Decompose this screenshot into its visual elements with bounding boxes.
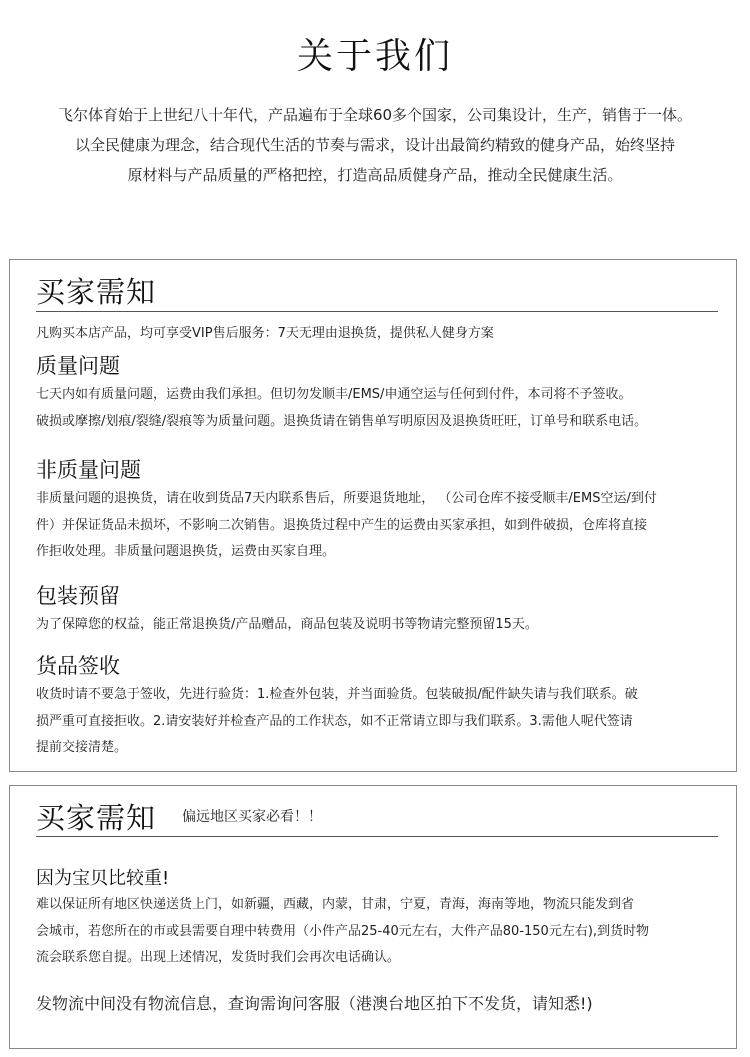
remote-notice-title: 买家需知 [36, 801, 157, 835]
section-line: 收货时请不要急于签收，先进行验货：1.检查外包装，并当面验货。包装破损/配件缺失请与我们联系。破 [36, 687, 638, 702]
remote-notice-body [36, 892, 649, 972]
remote-notice-box [9, 785, 737, 1049]
about-line: 原材料与产品质量的严格把控，打造高品质健身产品，推动全民健康生活。 [127, 166, 623, 184]
section-body [36, 382, 726, 435]
section-body [36, 612, 726, 639]
remote-notice-header [36, 796, 156, 837]
divider [36, 836, 718, 837]
divider [36, 311, 718, 312]
remote-notice-line: 难以保证所有地区快递送货上门，如新疆，西藏，内蒙，甘肃，宁夏，青海，海南等地，物流只能发到省 [36, 897, 635, 912]
heavy-item-title: 因为宝贝比较重! [36, 868, 170, 889]
section-title: 非质量问题 [36, 458, 141, 482]
section-body [36, 682, 726, 762]
section-non-quality-issue [36, 456, 726, 566]
about-line: 以全民健康为理念，结合现代生活的节奏与需求，设计出最简约精致的健身产品，始终坚持 [74, 136, 675, 154]
section-line: 损严重可直接拒收。2.请安装好并检查产品的工作状态，如不正常请立即与我们联系。3.需他人呢代签请 [36, 713, 633, 729]
section-line: 作拒收处理。非质量问题退换货，运费由买家自理。 [36, 544, 336, 559]
section-body [36, 486, 726, 566]
section-line: 七天内如有质量问题，运费由我们承担。但切勿发顺丰/EMS/申通空运与任何到付件，本司将不予签收。 [36, 387, 632, 402]
about-line: 飞尔体育始于上世纪八十年代，产品遍布于全球60多个国家，公司集设计，生产，销售于一体。 [57, 106, 693, 124]
remote-notice-subtitle: 偏远地区买家必看！！ [182, 809, 322, 825]
remote-notice-line: 流会联系您自提。出现上述情况，发货时我们会再次电话确认。 [36, 950, 401, 965]
section-line: 为了保障您的权益，能正常退换货/产品赠品，商品包装及说明书等物请完整预留15天。 [36, 617, 538, 632]
buyer-notice-header [36, 270, 156, 311]
section-title: 包装预留 [36, 584, 120, 608]
buyer-notice-box [9, 259, 737, 772]
section-delivery-signing [36, 652, 726, 762]
section-line: 件）并保证货品未损坏，不影响二次销售。退换货过程中产生的运费由买家承担，如到件破损，仓库将直接 [36, 517, 648, 533]
buyer-notice-title: 买家需知 [36, 275, 157, 309]
section-packaging [36, 582, 726, 639]
about-title: 关于我们 [296, 36, 453, 77]
section-line: 破损或摩擦/划痕/裂缝/裂痕等为质量问题。退换货请在销售单写明原因及退换货旺旺，订单号和联系电话。 [36, 413, 648, 429]
buyer-notice-intro: 凡购买本店产品，均可享受VIP售后服务：7天无理由退换货，提供私人健身方案 [36, 326, 494, 341]
section-line: 非质量问题的退换货，请在收到货品7天内联系售后，所要退货地址， （公司仓库不接受顺丰/EMS空运/到付 [36, 491, 657, 506]
about-text [0, 100, 750, 190]
section-line: 提前交接清楚。 [36, 740, 128, 755]
section-quality-issue [36, 352, 726, 435]
logistics-footer-note: 发物流中间没有物流信息，查询需询问客服（港澳台地区拍下不发货，请知悉!) [36, 994, 593, 1013]
remote-notice-line: 会城市，若您所在的市或县需要自理中转费用（小件产品25-40元左右，大件产品80-150元左右),到货时物 [36, 923, 650, 939]
section-title: 质量问题 [36, 354, 120, 378]
section-title: 货品签收 [36, 654, 120, 678]
